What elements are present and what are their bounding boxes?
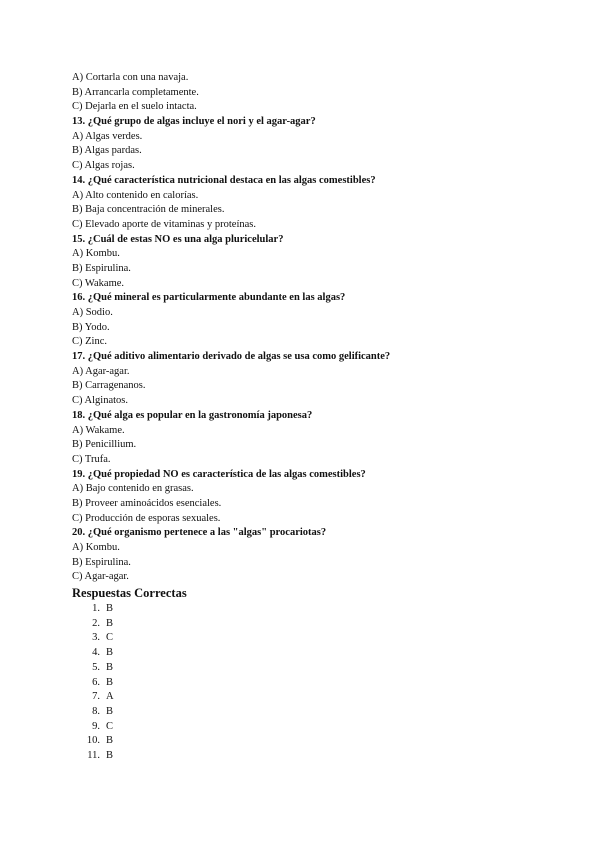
question-text: 18. ¿Qué alga es popular en la gastronomía japonesa? — [72, 409, 313, 421]
answer-letter: B — [106, 603, 114, 615]
answer-key-item — [72, 661, 542, 676]
answer-letter: B — [106, 735, 114, 747]
answer-option: B) Yodo. — [72, 321, 110, 333]
answer-number: 6. — [92, 676, 100, 688]
answer-key-item — [72, 676, 542, 691]
answer-option: A) Cortarla con una navaja. — [72, 72, 189, 83]
answer-option: A) Kombu. — [72, 542, 120, 553]
question-text: 14. ¿Qué característica nutricional destaca en las algas comestibles? — [72, 174, 376, 186]
answer-letter: C — [106, 632, 114, 644]
answer-option: A) Wakame. — [72, 424, 125, 436]
document-page — [72, 71, 542, 764]
question-text: 17. ¿Qué aditivo alimentario derivado de algas se usa como gelificante? — [72, 351, 391, 363]
question-text: 19. ¿Qué propiedad NO es característica de las algas comestibles? — [72, 468, 366, 480]
quiz-content — [72, 71, 542, 585]
answer-letter: B — [106, 705, 114, 717]
answer-letter: C — [106, 720, 114, 732]
answer-option: B) Carragenanos. — [72, 380, 146, 392]
answer-letter: B — [106, 661, 114, 673]
answer-option: B) Espirulina. — [72, 556, 131, 568]
answer-option: A) Bajo contenido en grasas. — [72, 483, 194, 495]
answer-option: C) Trufa. — [72, 453, 111, 465]
question-text: 15. ¿Cuál de estas NO es una alga pluricelular? — [72, 233, 284, 245]
answer-number: 5. — [92, 661, 100, 673]
answer-key-item — [72, 720, 542, 735]
answer-option: A) Alto contenido en calorías. — [72, 189, 199, 201]
answer-option: B) Arrancarla completamente. — [72, 86, 199, 98]
answer-letter: B — [106, 676, 114, 688]
question-text: 20. ¿Qué organismo pertenece a las "algas" procariotas? — [72, 527, 327, 539]
answer-option: B) Espirulina. — [72, 262, 131, 274]
answer-number: 8. — [92, 705, 100, 717]
answer-key-item — [72, 749, 542, 764]
answer-option: B) Baja concentración de minerales. — [72, 204, 225, 216]
answer-key-item — [72, 631, 542, 646]
answer-option: C) Dejarla en el suelo intacta. — [72, 101, 197, 113]
answer-key-item — [72, 705, 542, 720]
answer-number: 3. — [92, 632, 100, 644]
answer-option: A) Kombu. — [72, 248, 120, 260]
answer-letter: B — [106, 647, 114, 659]
answer-option: C) Zinc. — [72, 336, 107, 348]
answer-letter: B — [106, 617, 114, 629]
answer-number: 10. — [86, 735, 100, 747]
answer-option: B) Penicillium. — [72, 439, 137, 451]
answer-key-item — [72, 617, 542, 632]
answer-option: C) Agar-agar. — [72, 571, 129, 583]
answers-title: Respuestas Correctas — [72, 586, 187, 601]
answer-key-item — [72, 646, 542, 661]
answer-key-item — [72, 734, 542, 749]
answer-option: B) Proveer aminoácidos esenciales. — [72, 497, 222, 509]
answers-list — [72, 602, 542, 764]
answer-letter: B — [106, 749, 114, 761]
question-text: 13. ¿Qué grupo de algas incluye el nori y el agar-agar? — [72, 116, 316, 128]
answer-option: C) Producción de esporas sexuales. — [72, 512, 221, 524]
answer-option: C) Alginatos. — [72, 395, 129, 407]
answer-number: 2. — [92, 617, 100, 629]
answer-option: C) Elevado aporte de vitaminas y proteínas. — [72, 218, 256, 230]
answer-option: C) Wakame. — [72, 277, 125, 289]
answer-option: B) Algas pardas. — [72, 145, 142, 157]
answer-number: 9. — [92, 720, 100, 732]
answer-number: 1. — [92, 603, 100, 615]
answer-key-item — [72, 602, 542, 617]
answer-option: A) Algas verdes. — [72, 130, 143, 142]
answer-letter: A — [106, 691, 114, 703]
answer-number: 7. — [92, 691, 100, 703]
answer-option: A) Agar-agar. — [72, 365, 130, 377]
answer-number: 11. — [87, 749, 100, 761]
question-text: 16. ¿Qué mineral es particularmente abundante en las algas? — [72, 292, 346, 304]
answer-key-item — [72, 690, 542, 705]
answer-number: 4. — [92, 647, 100, 659]
answer-option: C) Algas rojas. — [72, 160, 135, 172]
answer-option: A) Sodio. — [72, 307, 113, 318]
